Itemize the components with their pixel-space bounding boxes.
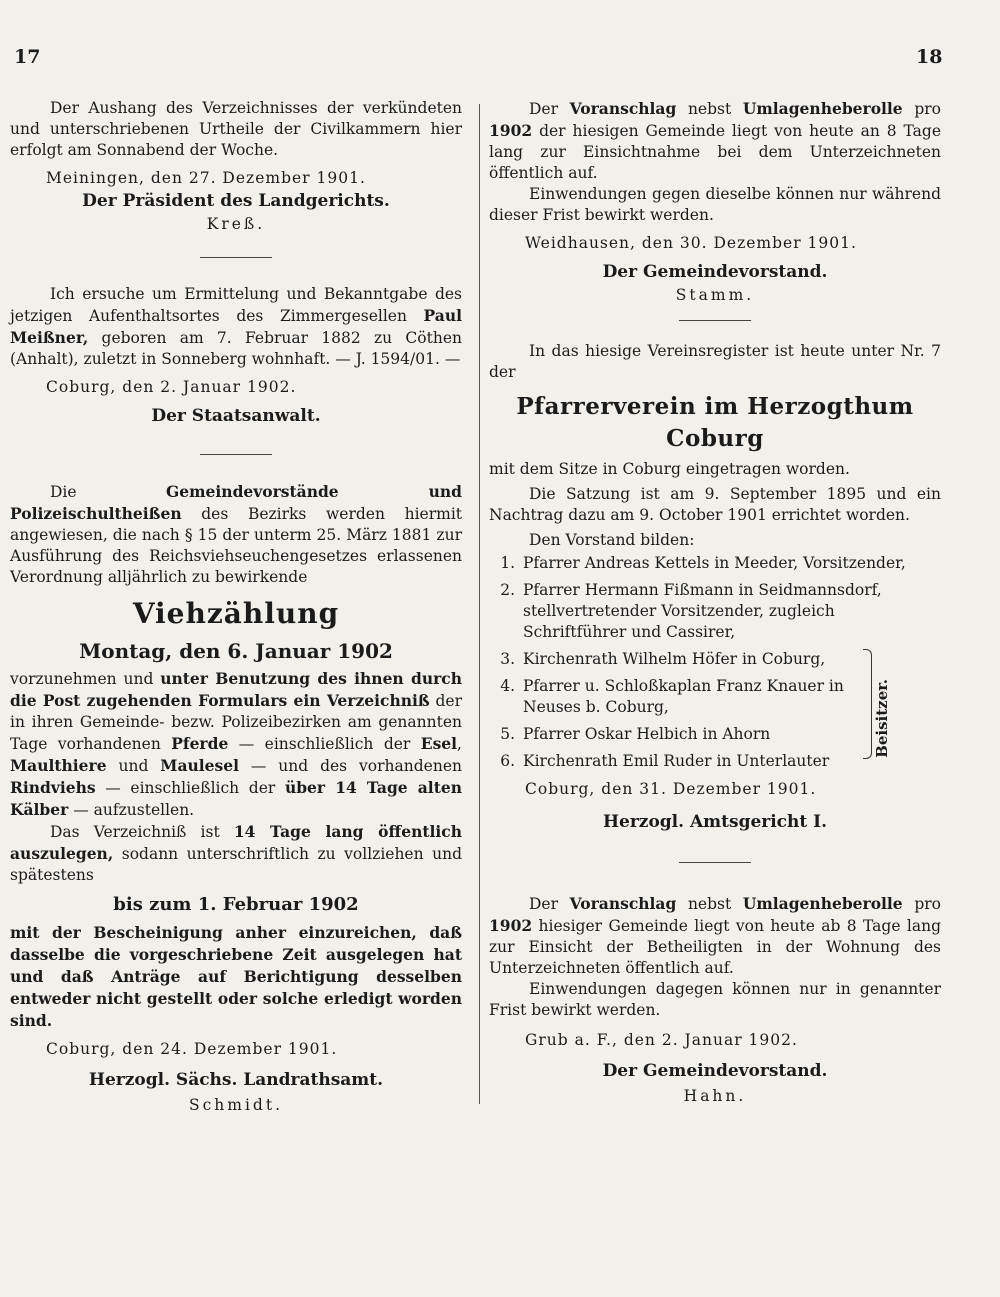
page-number-right: 18 — [916, 46, 943, 68]
separator-rule — [679, 320, 751, 321]
text-bold: Esel — [420, 734, 458, 753]
text-segment: der in ihren Gemeinde- bezw. Polizeibezirken am genannten Tage vorhandenen — [10, 692, 462, 753]
list-item — [489, 751, 859, 772]
text-bold: Maulthiere — [10, 756, 107, 775]
notice-text — [489, 893, 941, 979]
list-item — [489, 649, 859, 670]
dateline: Coburg, den 31. Dezember 1901. — [525, 780, 817, 798]
text-segment: vorzunehmen und — [10, 670, 154, 688]
notice-voranschlag-grub — [489, 893, 941, 1107]
list-text: Pfarrer Hermann Fißmann in Seidmannsdorf, stellvertretender Vorsitzender, zugleich Schriftführer und Cassirer, — [523, 581, 882, 641]
text-segment: , — [457, 735, 462, 753]
list-item — [489, 580, 941, 643]
text-bold: Voranschlag — [569, 894, 677, 913]
signer-name: Kreß. — [206, 215, 266, 233]
signer-title: Der Staatsanwalt. — [151, 406, 321, 426]
list-number: 5. — [500, 725, 515, 743]
signer-name: Hahn. — [683, 1087, 747, 1105]
notice-text: In das hiesige Vereinsregister ist heute unter Nr. 7 der — [489, 342, 941, 381]
text-segment: pro — [914, 100, 941, 118]
text-bold: Umlagenheberolle — [742, 99, 903, 118]
signer-title: Herzogl. Amtsgericht I. — [602, 812, 828, 832]
text-segment: und — [118, 757, 149, 775]
dateline: Meiningen, den 27. Dezember 1901. — [46, 169, 366, 187]
list-text: Pfarrer u. Schloßkaplan Franz Knauer in Neuses b. Coburg, — [523, 677, 844, 716]
text-segment: pro — [914, 895, 941, 913]
text-segment: der hiesigen Gemeinde liegt von heute an 8 Tage lang zur Einsichtnahme bei dem Unterzeichneten öffentlich auf. — [489, 122, 941, 182]
notice-viehzaehlung — [10, 481, 462, 1116]
text-segment: Die — [50, 483, 77, 501]
text-bold: über 14 Tage alten Kälber — [10, 778, 462, 819]
text-segment: — aufzustellen. — [73, 801, 195, 819]
text-bold: 14 Tage lang öffentlich auszulegen, — [10, 822, 462, 863]
text-segment: — einschließlich der — [105, 779, 276, 797]
text-segment: hiesiger Gemeinde liegt von heute ab 8 Tage lang zur Einsicht der Betheiligten in der Wohnung des Unterzeichneten öffentlich auf. — [489, 917, 941, 977]
list-number: 2. — [500, 581, 515, 599]
dateline: Weidhausen, den 30. Dezember 1901. — [525, 234, 857, 252]
text-segment: nebst — [687, 100, 732, 118]
notice-text: Einwendungen dagegen können nur in genannter Frist bewirkt werden. — [489, 980, 941, 1019]
list-number: 3. — [500, 650, 515, 668]
text-bold: Rindviehs — [10, 778, 96, 797]
text-bold: Pferde — [171, 734, 229, 753]
left-column — [10, 98, 462, 1116]
text-segment: nebst — [687, 895, 732, 913]
text-segment: — und des vorhandenen — [250, 757, 462, 775]
list-text: Kirchenrath Wilhelm Höfer in Coburg, — [523, 650, 826, 668]
signer-title: Herzogl. Sächs. Landrathsamt. — [88, 1070, 384, 1090]
text-bold: Voranschlag — [569, 99, 677, 118]
notice-voranschlag-weidhausen — [489, 98, 941, 306]
separator-rule — [679, 862, 751, 863]
dateline: Coburg, den 24. Dezember 1901. — [46, 1040, 338, 1058]
separator-rule — [200, 257, 272, 258]
text-segment: Der — [529, 895, 559, 913]
text-segment: des Bezirks werden hiermit angewiesen, die nach § 15 der unterm 25. März 1881 zur Ausführung des Reichsviehseuchengesetzes erlassenen Verordnung alljährlich zu bewirkende — [10, 505, 463, 586]
list-text: Kirchenrath Emil Ruder in Unterlauter — [523, 752, 830, 770]
bracket-label: Beisitzer. — [873, 679, 891, 758]
list-number: 4. — [500, 677, 515, 695]
notice-text: mit dem Sitze in Coburg eingetragen worden. — [489, 460, 850, 478]
deadline: bis zum 1. Februar 1902 — [113, 894, 359, 915]
notice-text: Einwendungen gegen dieselbe können nur während dieser Frist bewirkt werden. — [489, 185, 941, 224]
board-member-list — [489, 649, 859, 772]
signer-name: Stamm. — [675, 286, 755, 304]
text-bold: Umlagenheberolle — [742, 894, 903, 913]
list-number: 6. — [500, 752, 515, 770]
notice-text — [10, 284, 462, 370]
text-bold: unter Benutzung des ihnen durch die Post zugehenden Formulars ein Verzeichniß — [10, 669, 462, 710]
notice-text-bold: mit der Bescheinigung anher einzureichen, daß dasselbe die vorgeschriebene Zeit ausgelegen hat und daß Anträge auf Berichtigung desselben entweder nicht gestellt oder solche erledigt worden sind. — [10, 923, 462, 1030]
notice-text: Die Satzung ist am 9. September 1895 und ein Nachtrag dazu am 9. October 1901 errichtet worden. — [489, 485, 941, 524]
headline: Viehzählung — [132, 597, 340, 630]
curly-bracket — [863, 649, 872, 759]
notice-ermittelung — [10, 284, 462, 428]
separator-rule — [200, 454, 272, 455]
text-bold: 1902 — [489, 121, 533, 140]
list-item — [489, 724, 859, 745]
right-column — [489, 98, 941, 1107]
headline: Pfarrerverein im Herzogthum Coburg — [516, 393, 914, 452]
text-bold: 1902 — [489, 916, 533, 935]
dateline: Coburg, den 2. Januar 1902. — [46, 378, 297, 396]
list-text: Pfarrer Andreas Kettels in Meeder, Vorsitzender, — [523, 554, 906, 572]
text-segment: Ich ersuche um Ermittelung und Bekanntgabe des jetzigen Aufenthaltsortes des Zimmergesellen — [10, 285, 462, 325]
date-headline: Montag, den 6. Januar 1902 — [79, 639, 393, 663]
beisitzer-group — [489, 649, 941, 772]
text-segment: sodann unterschriftlich zu vollziehen und spätestens — [10, 845, 462, 884]
signer-title: Der Präsident des Landgerichts. — [82, 191, 390, 211]
text-segment: Der — [529, 100, 559, 118]
board-member-list — [489, 553, 941, 643]
notice-aushang — [10, 98, 462, 235]
notice-text — [489, 98, 941, 184]
notice-text — [10, 668, 462, 821]
notice-text: Den Vorstand bilden: — [529, 531, 695, 549]
list-item — [489, 553, 941, 574]
text-bold: Maulesel — [160, 756, 239, 775]
notice-vereinsregister — [489, 341, 941, 834]
signer-title: Der Gemeindevorstand. — [602, 262, 828, 282]
signer-title: Der Gemeindevorstand. — [602, 1061, 828, 1081]
page-number-left: 17 — [14, 46, 41, 68]
text-segment: geboren am 7. Februar 1882 zu Cöthen (Anhalt), zuletzt in Sonneberg wohnhaft. — J. 1594/01. — — [10, 329, 462, 368]
list-item — [489, 676, 859, 718]
column-divider — [479, 104, 480, 1104]
person-name: Paul Meißner, — [10, 306, 462, 347]
dateline: Grub a. F., den 2. Januar 1902. — [525, 1031, 798, 1049]
notice-text — [10, 821, 462, 886]
signer-name: Schmidt. — [188, 1096, 283, 1114]
text-bold: Gemeindevorstände und Polizeischultheißen — [10, 482, 462, 523]
notice-text: Der Aushang des Verzeichnisses der verkündeten und unterschriebenen Urtheile der Civilkammern hier erfolgt am Sonnabend der Woche. — [10, 99, 462, 159]
list-number: 1. — [500, 554, 515, 572]
list-text: Pfarrer Oskar Helbich in Ahorn — [523, 725, 771, 743]
text-segment: Das Verzeichniß ist — [50, 823, 220, 841]
notice-text — [10, 481, 462, 588]
text-segment: — einschließlich der — [238, 735, 411, 753]
